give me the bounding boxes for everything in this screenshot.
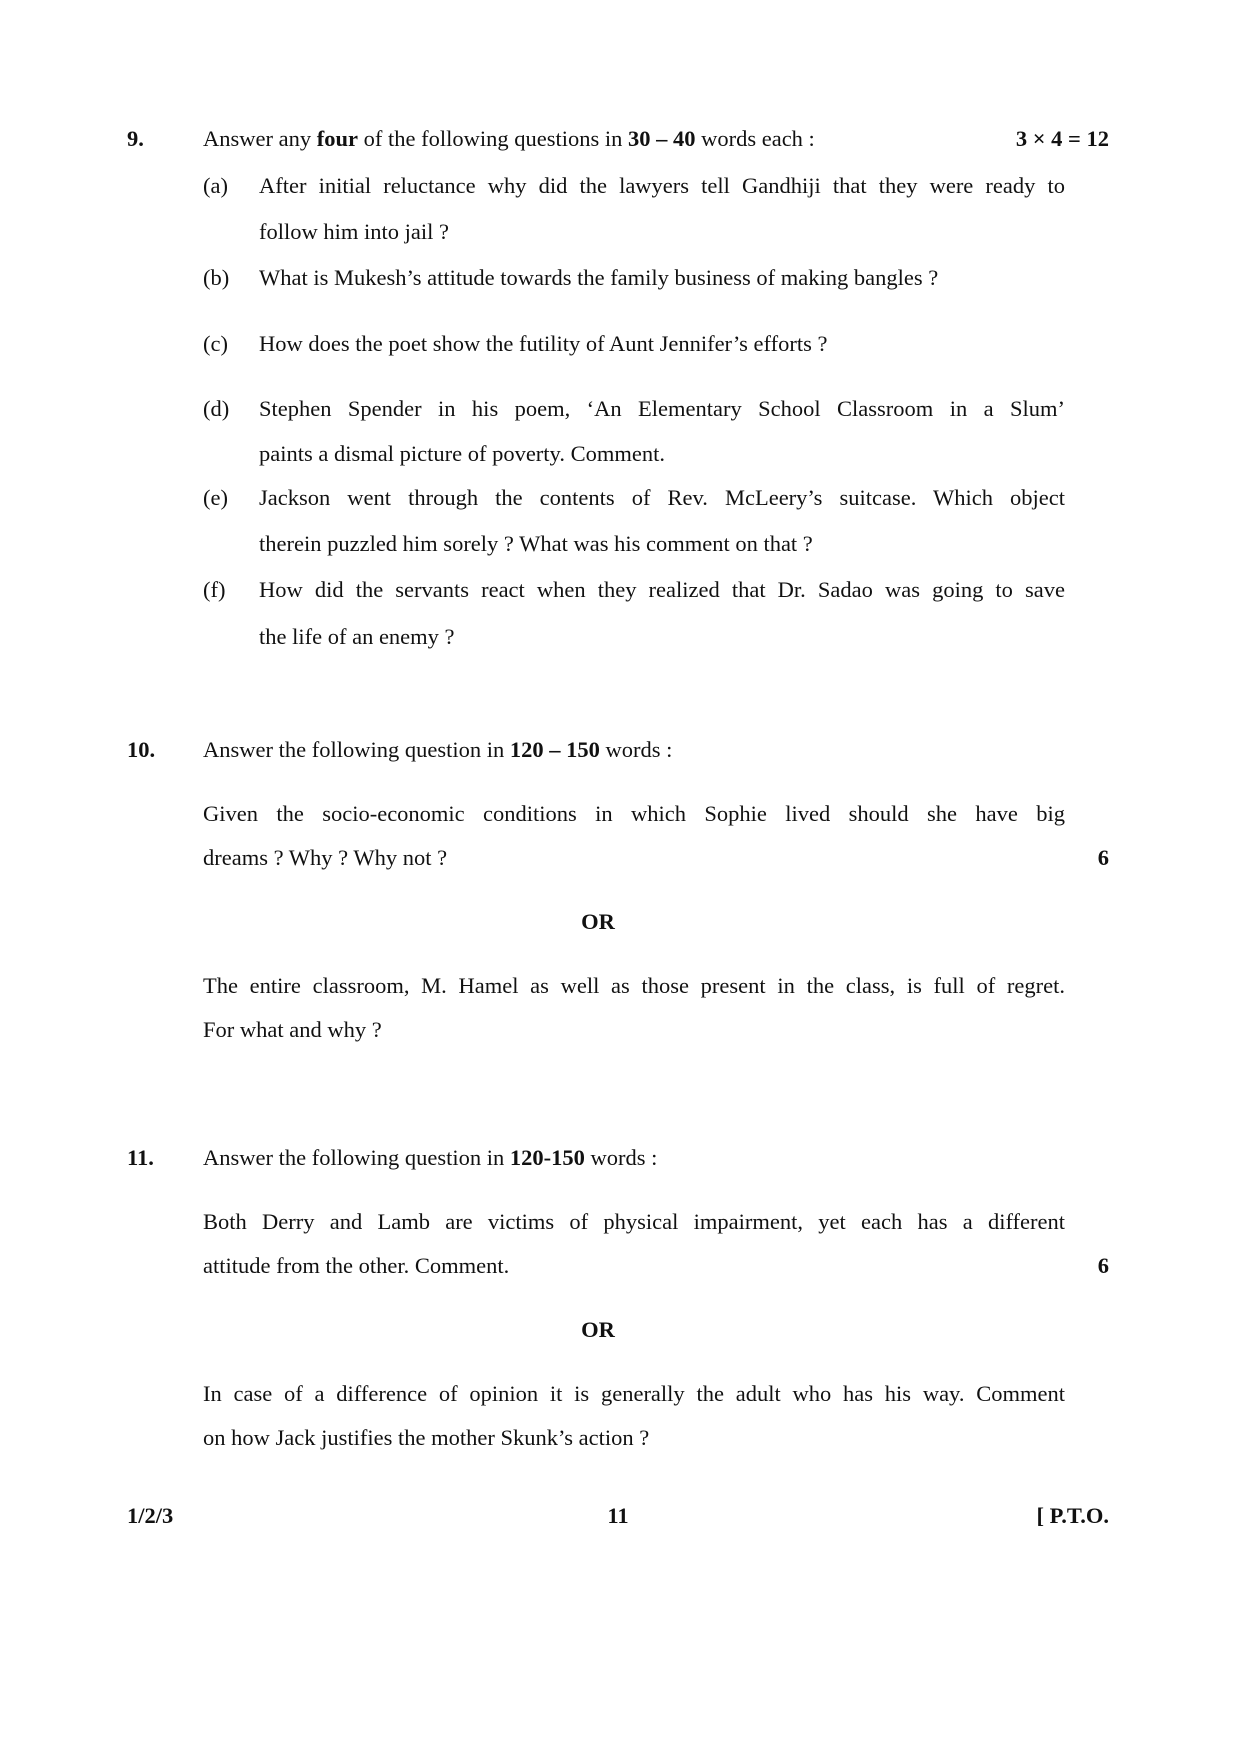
- part-b-label: (b): [203, 265, 230, 290]
- question-10-stem: [203, 737, 672, 763]
- question-11-marks: 6: [1097, 1253, 1109, 1278]
- question-11-para2-line2: on how Jack justifies the mother Skunk’s action ?: [203, 1425, 650, 1450]
- stem-text: Answer the following question in: [203, 737, 510, 762]
- question-10-para2-line1: The entire classroom, M. Hamel as well as those present in the class, is full of regret.: [203, 973, 1065, 998]
- footer-pto: [ P.T.O.: [1036, 1503, 1109, 1528]
- stem-text: of the following questions in: [357, 126, 628, 151]
- part-e-label: (e): [203, 485, 228, 510]
- question-10-para1-line1: Given the socio-economic conditions in which Sophie lived should she have big: [203, 801, 1065, 826]
- stem-bold: four: [316, 126, 358, 151]
- stem-text: words :: [584, 1145, 658, 1170]
- stem-text: words :: [599, 737, 673, 762]
- part-f-line1: How did the servants react when they realized that Dr. Sadao was going to save: [259, 577, 1065, 602]
- question-9-number: 9.: [127, 126, 144, 151]
- stem-bold: 120 – 150: [509, 737, 600, 762]
- part-f-line2: the life of an enemy ?: [259, 624, 455, 649]
- question-10-number: 10.: [127, 737, 156, 762]
- question-11-or: OR: [581, 1317, 615, 1342]
- part-a-line2: follow him into jail ?: [259, 219, 449, 244]
- footer-code: 1/2/3: [127, 1503, 174, 1528]
- question-11-para1-line2: attitude from the other. Comment.: [203, 1253, 510, 1278]
- part-d-line2: paints a dismal picture of poverty. Comment.: [259, 441, 665, 466]
- part-c-label: (c): [203, 331, 228, 356]
- question-10-para1-line2: dreams ? Why ? Why not ?: [203, 845, 448, 870]
- part-b-line1: What is Mukesh’s attitude towards the family business of making bangles ?: [259, 265, 939, 290]
- question-9-marks: 3 × 4 = 12: [1015, 126, 1109, 151]
- part-c-line1: How does the poet show the futility of Aunt Jennifer’s efforts ?: [259, 331, 828, 356]
- part-a-label: (a): [203, 173, 228, 198]
- part-d-label: (d): [203, 396, 230, 421]
- question-11-number: 11.: [127, 1145, 154, 1170]
- part-e-line2: therein puzzled him sorely ? What was his comment on that ?: [259, 531, 813, 556]
- part-e-line1: Jackson went through the contents of Rev. McLeery’s suitcase. Which object: [259, 485, 1065, 510]
- stem-bold: 120-150: [509, 1145, 585, 1170]
- stem-text: words each :: [695, 126, 815, 151]
- question-11-stem: [203, 1145, 657, 1171]
- stem-text: Answer the following question in: [203, 1145, 510, 1170]
- stem-text: Answer any: [203, 126, 317, 151]
- question-10-para2-line2: For what and why ?: [203, 1017, 382, 1042]
- part-a-line1: After initial reluctance why did the lawyers tell Gandhiji that they were ready to: [259, 173, 1065, 198]
- question-11-para2-line1: In case of a difference of opinion it is generally the adult who has his way. Comment: [203, 1381, 1065, 1406]
- footer-page-number: 11: [607, 1503, 629, 1528]
- question-10-or: OR: [581, 909, 615, 934]
- part-d-line1: Stephen Spender in his poem, ‘An Elementary School Classroom in a Slum’: [259, 396, 1065, 421]
- question-10-marks: 6: [1097, 845, 1109, 870]
- question-11-para1-line1: Both Derry and Lamb are victims of physical impairment, yet each has a different: [203, 1209, 1065, 1234]
- stem-bold: 30 – 40: [627, 126, 696, 151]
- question-9-stem: [203, 126, 815, 152]
- part-f-label: (f): [203, 577, 226, 602]
